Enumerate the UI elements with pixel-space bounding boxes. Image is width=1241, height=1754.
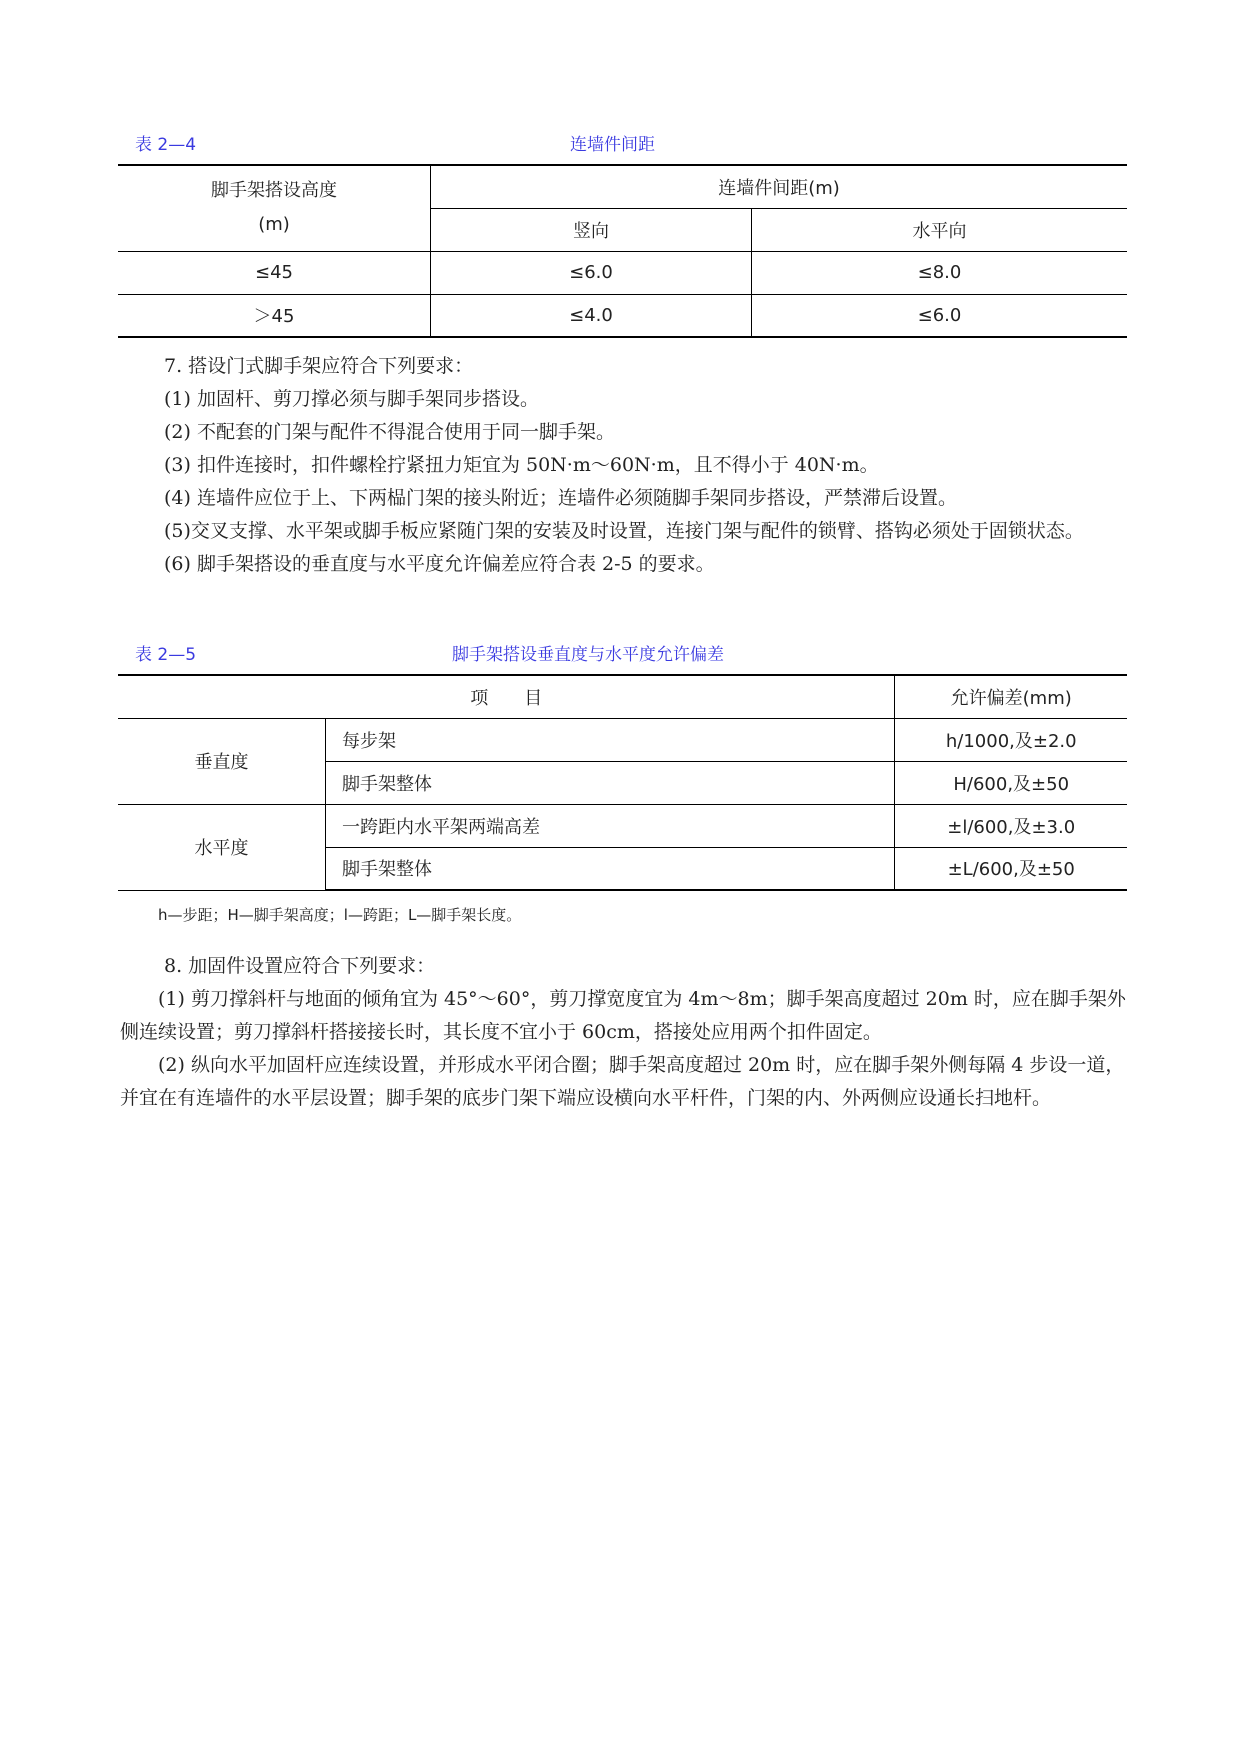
table-note: h—步距；H—脚手架高度；l—跨距；L—脚手架长度。 bbox=[158, 906, 522, 924]
cell-horizontal: ≤6.0 bbox=[752, 294, 1128, 337]
table-row bbox=[118, 718, 1127, 761]
section-7-item: (2) 不配套的门架与配件不得混合使用于同一脚手架。 bbox=[164, 421, 615, 443]
cell-vertical: ≤4.0 bbox=[431, 294, 752, 337]
header-vertical: 竖向 bbox=[431, 208, 752, 251]
table-row bbox=[118, 294, 1127, 337]
cell-item: 脚手架整体 bbox=[326, 761, 895, 804]
section-7-item: (3) 扣件连接时，扣件螺栓拧紧扭力矩宜为 50N·m～60N·m，且不得小于 40N·m。 bbox=[164, 454, 879, 476]
header-tolerance: 允许偏差(mm) bbox=[895, 675, 1127, 718]
section-7-item: (4) 连墙件应位于上、下两榀门架的接头附近；连墙件必须随脚手架同步搭设，严禁滞后设置。 bbox=[164, 487, 957, 509]
header-item: 项 目 bbox=[118, 675, 895, 718]
section-7-item: (1) 加固杆、剪刀撑必须与脚手架同步搭设。 bbox=[164, 388, 539, 410]
table-title: 连墙件间距 bbox=[570, 135, 655, 155]
section-8-item: (2) 纵向水平加固杆应连续设置，并形成水平闭合圈；脚手架高度超过 20m 时，应在脚手架外侧每隔 4 步设一道，并宜在有连墙件的水平层设置；脚手架的底步门架下端应设横向水平杆件，门架的内、外两侧应设通长扫地杆。 bbox=[120, 1054, 1125, 1109]
cell-horizontal: ≤8.0 bbox=[752, 251, 1128, 294]
cell-height: ＞45 bbox=[118, 294, 431, 337]
section-8-intro: 8. 加固件设置应符合下列要求： bbox=[164, 955, 436, 977]
header-cell bbox=[118, 165, 431, 251]
cell-height: ≤45 bbox=[118, 251, 431, 294]
section-8 bbox=[120, 950, 1130, 1115]
table-row bbox=[118, 804, 1127, 847]
cell-item: 脚手架整体 bbox=[326, 847, 895, 890]
table-row bbox=[118, 251, 1127, 294]
cell-item: 每步架 bbox=[326, 718, 895, 761]
table-label: 表 2—5 bbox=[135, 645, 197, 665]
cell-tolerance: ±l/600,及±3.0 bbox=[895, 804, 1127, 847]
section-7-intro: 7. 搭设门式脚手架应符合下列要求： bbox=[164, 355, 474, 377]
header-height-label: 脚手架搭设高度 bbox=[211, 180, 337, 202]
cell-tolerance: H/600,及±50 bbox=[895, 761, 1127, 804]
section-7 bbox=[120, 350, 1130, 581]
header-spacing-group: 连墙件间距(m) bbox=[431, 165, 1128, 208]
header-horizontal: 水平向 bbox=[752, 208, 1128, 251]
tolerance-table bbox=[118, 674, 1127, 891]
section-8-item: (1) 剪刀撑斜杆与地面的倾角宜为 45°～60°，剪刀撑宽度宜为 4m～8m；脚手架高度超过 20m 时，应在脚手架外侧连续设置；剪刀撑斜杆搭接接长时，其长度不宜小于 60cm，搭接处应用两个扣件固定。 bbox=[120, 988, 1126, 1043]
wall-tie-spacing-table bbox=[118, 164, 1127, 338]
group-horizontal: 水平度 bbox=[118, 804, 326, 890]
table-label: 表 2—4 bbox=[135, 135, 197, 155]
cell-tolerance: ±L/600,及±50 bbox=[895, 847, 1127, 890]
group-vertical: 垂直度 bbox=[118, 718, 326, 804]
section-7-item: (5)交叉支撑、水平架或脚手板应紧随门架的安装及时设置，连接门架与配件的锁臂、搭钩必须处于固锁状态。 bbox=[164, 520, 1084, 542]
cell-tolerance: h/1000,及±2.0 bbox=[895, 718, 1127, 761]
section-7-item: (6) 脚手架搭设的垂直度与水平度允许偏差应符合表 2-5 的要求。 bbox=[164, 553, 715, 575]
cell-item: 一跨距内水平架两端高差 bbox=[326, 804, 895, 847]
table-title: 脚手架搭设垂直度与水平度允许偏差 bbox=[452, 645, 724, 665]
cell-vertical: ≤6.0 bbox=[431, 251, 752, 294]
header-height-unit: (m) bbox=[258, 214, 290, 236]
